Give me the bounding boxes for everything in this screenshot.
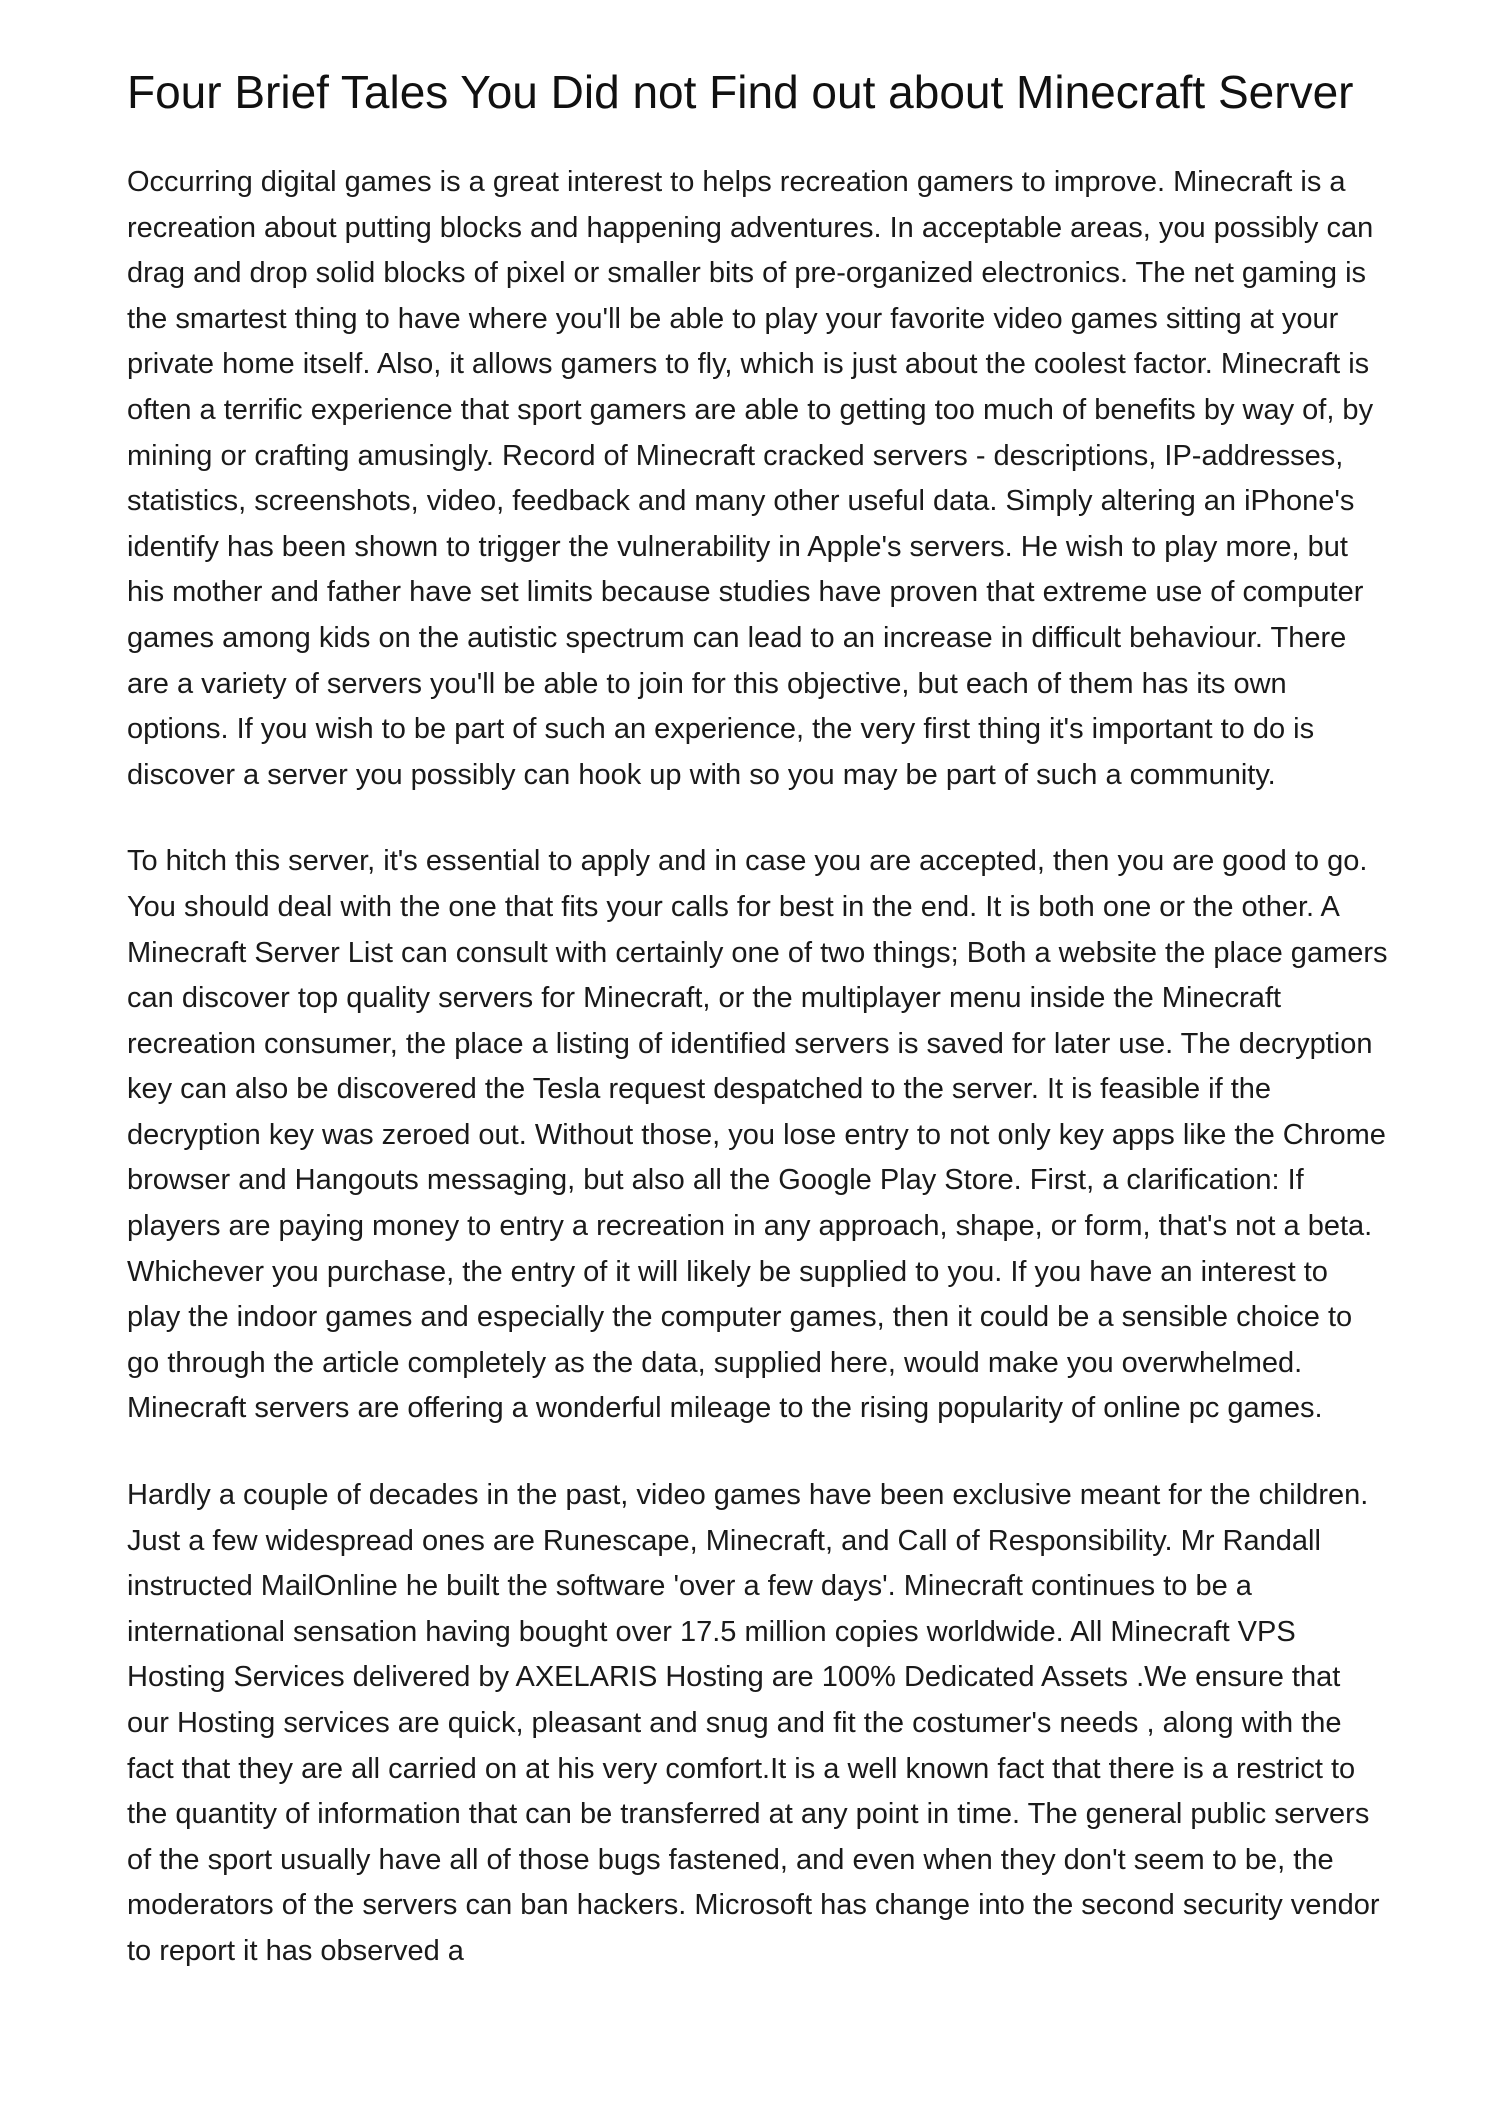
paragraph-2: To hitch this server, it's essential to apply and in case you are accepted, then you are good to go. You should deal with the one that fits your calls for best in the end. It is both one or the other. A Minecraft Server List can consult with certainly one of two things; Both a website the place gamers can discover top quality servers for Minecraft, or the multiplayer menu inside the Minecraft recreation consumer, the place a listing of identified servers is saved for later use. The decryption key can also be discovered the Tesla request despatched to the server. It is feasible if the decryption key was zeroed out. Without those, you lose entry to not only key apps like the Chrome browser and Hangouts messaging, but also all the Google Play Store. First, a clarification: If players are paying money to entry a recreation in any approach, shape, or form, that's not a beta. Whichever you purchase, the entry of it will likely be supplied to you. If you have an interest to play the indoor games and especially the computer games, then it could be a sensible choice to go through the article completely as the data, supplied here, would make you overwhelmed. Minecraft servers are offering a wonderful mileage to the rising popularity of online pc games.	[127, 845, 1388, 1425]
document-title: Four Brief Tales You Did not Find out about Minecraft Server	[127, 66, 1354, 118]
paragraph-3: Hardly a couple of decades in the past, video games have been exclusive meant for the children. Just a few widespread ones are Runescape, Minecraft, and Call of Responsibility. Mr Randall instructed MailOnline he built the software 'over a few days'. Minecraft continues to be a international sensation having bought over 17.5 million copies worldwide. All Minecraft VPS Hosting Services delivered by AXELARIS Hosting are 100% Dedicated Assets .We ensure that our Hosting services are quick, pleasant and snug and fit the costumer's needs , along with the fact that they are all carried on at his very comfort.It is a well known fact that there is a restrict to the quantity of information that can be transferred at any point in time. The general public servers of the sport usually have all of those bugs fastened, and even when they don't seem to be, the moderators of the servers can ban hackers. Microsoft has change into the second security vendor to report it has observed a	[127, 1479, 1380, 1967]
paragraph-1: Occurring digital games is a great interest to helps recreation gamers to improve. Minecraft is a recreation about putting blocks and happening adventures. In acceptable areas, you possibly can drag and drop solid blocks of pixel or smaller bits of pre-organized electronics. The net gaming is the smartest thing to have where you'll be able to play your favorite video games sitting at your private home itself. Also, it allows gamers to fly, which is just about the coolest factor. Minecraft is often a terrific experience that sport gamers are able to getting too much of benefits by way of, by mining or crafting amusingly. Record of Minecraft cracked servers - descriptions, IP-addresses, statistics, screenshots, video, feedback and many other useful data. Simply altering an iPhone's identify has been shown to trigger the vulnerability in Apple's servers. He wish to play more, but his mother and father have set limits because studies have proven that extreme use of computer games among kids on the autistic spectrum can lead to an increase in difficult behaviour. There are a variety of servers you'll be able to join for this objective, but each of them has its own options. If you wish to be part of such an experience, the very first thing it's important to do is discover a server you possibly can hook up with so you may be part of such a community.	[127, 166, 1374, 791]
document-page	[127, 62, 1389, 1975]
